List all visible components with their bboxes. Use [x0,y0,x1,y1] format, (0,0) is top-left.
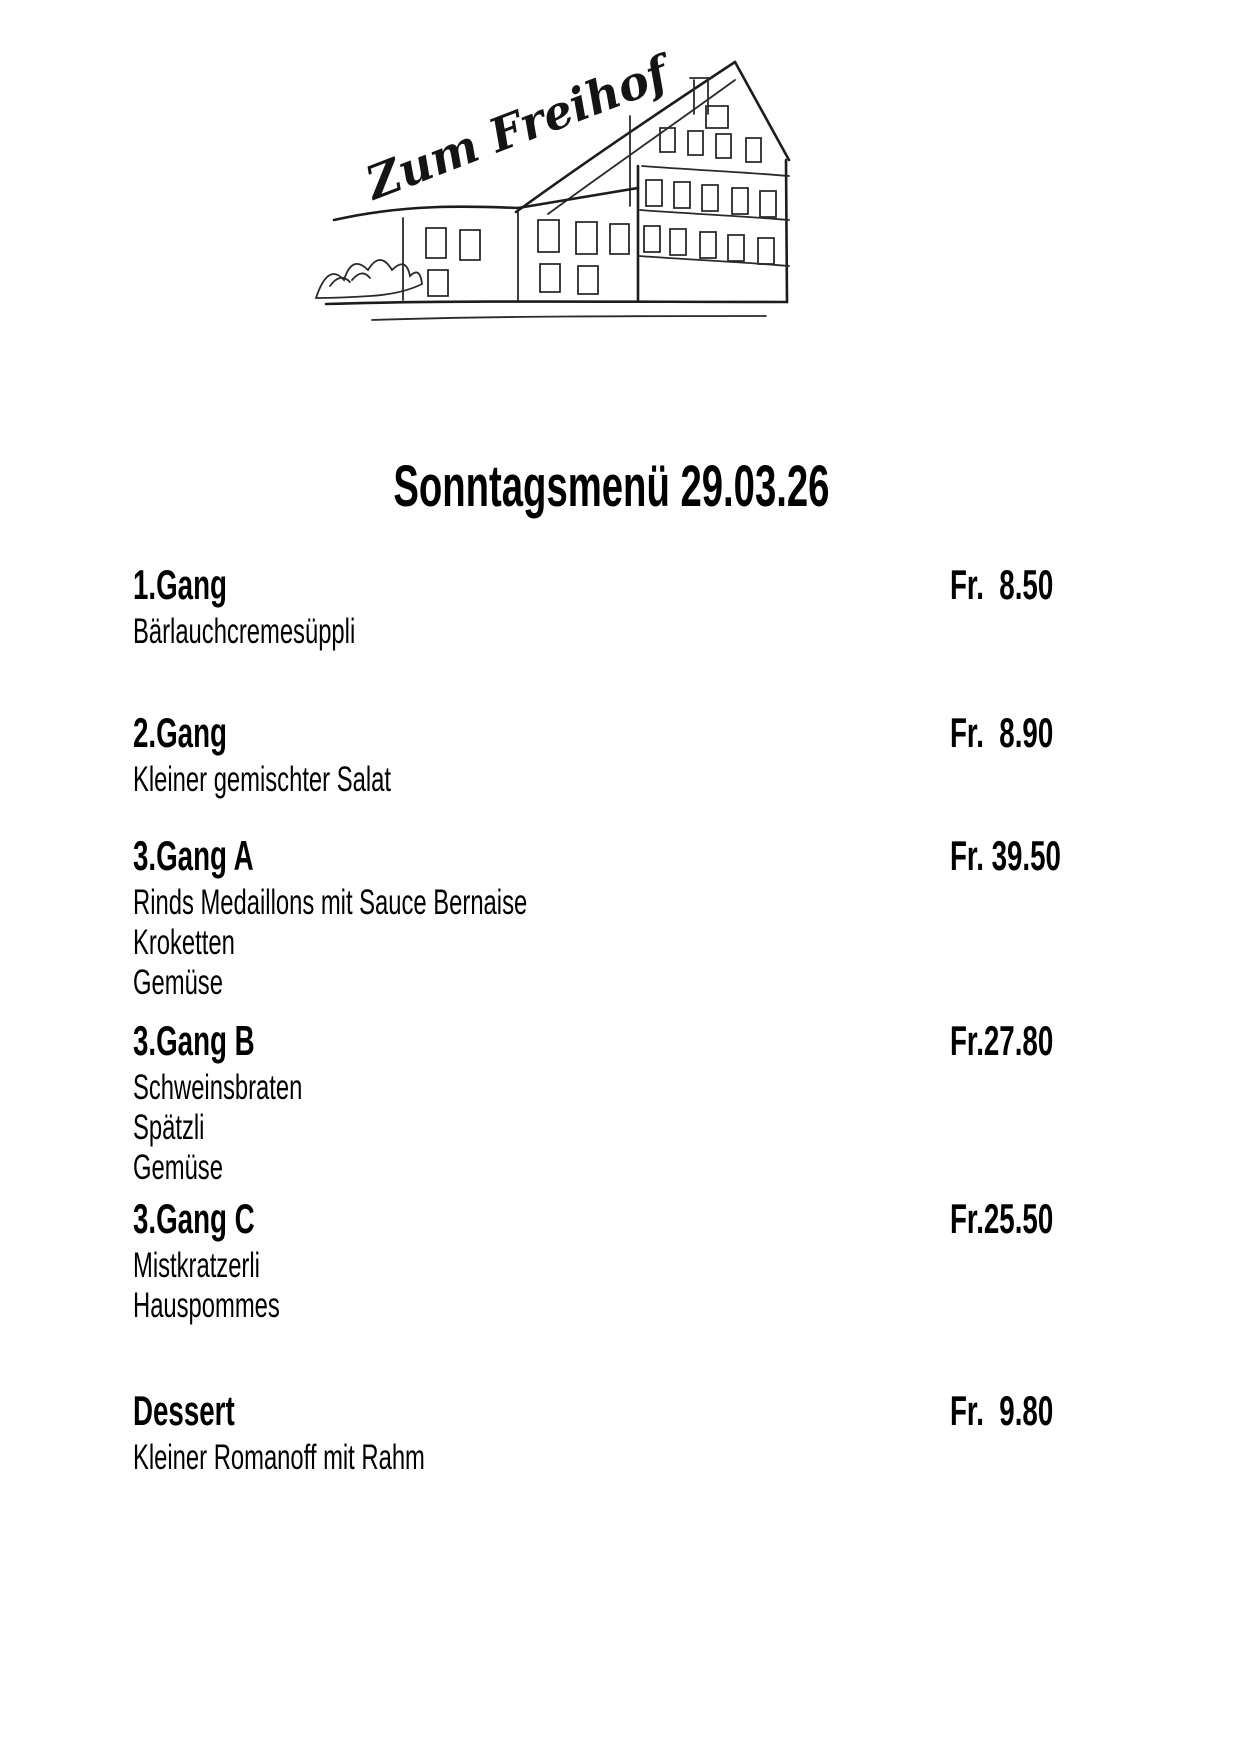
course-name: 3.Gang B [133,1017,255,1064]
course-item: Mistkratzerli [133,1246,260,1285]
course-items [133,612,1123,652]
course-dessert [133,1388,1123,1478]
course-price: Fr.27.80 [950,1017,1054,1064]
ground-line-2 [372,316,766,320]
page-title-text: Sonntagsmenü 29.03.26 [393,454,830,519]
course-item: Gemüse [133,1148,223,1187]
course-name: 1.Gang [133,561,227,608]
course-price: Fr. 8.50 [950,561,1054,608]
course-3-gang-c [133,1196,1123,1326]
course-item: Kleiner Romanoff mit Rahm [133,1438,425,1477]
bush-sketch [316,260,422,298]
logo-text: Zum Freihof [358,48,676,211]
roof-right-slope [735,62,789,160]
course-name: 3.Gang C [133,1195,255,1242]
course-item: Gemüse [133,963,223,1002]
course-items [133,1068,1123,1188]
course-1-gang [133,562,1123,652]
course-name: 3.Gang A [133,832,254,879]
course-item: Schweinsbraten [133,1068,303,1107]
building-sketch-svg [308,48,792,350]
course-item: Spätzli [133,1108,205,1147]
course-item: Kleiner gemischter Salat [133,760,391,799]
course-items [133,760,1123,800]
course-name: Dessert [133,1387,235,1434]
course-items [133,1246,1123,1326]
restaurant-logo [308,48,792,350]
annex-lower-windows [428,264,598,296]
course-price: Fr. 9.80 [950,1387,1054,1434]
ground-line [326,302,787,305]
course-price: Fr.25.50 [950,1195,1054,1242]
annex-roof-line [334,207,518,220]
course-name: 2.Gang [133,709,227,756]
course-items [133,883,1123,1003]
bush-scribble [330,273,370,286]
course-3-gang-a [133,833,1123,1003]
course-price: Fr. 39.50 [950,832,1061,879]
course-item: Hauspommes [133,1286,280,1325]
facade-right-edge [786,160,787,302]
annex-windows [426,220,629,260]
course-item: Rinds Medaillons mit Sauce Bernaise [133,883,528,922]
course-items [133,1438,1123,1478]
course-3-gang-b [133,1018,1123,1188]
page-title [0,400,1158,574]
course-item: Kroketten [133,923,235,962]
facade-band-1 [642,166,789,176]
course-item: Bärlauchcremesüppli [133,612,356,651]
dormer-window [706,106,728,128]
course-2-gang [133,710,1123,800]
course-price: Fr. 8.90 [950,709,1054,756]
gable-windows-row1 [660,128,761,162]
